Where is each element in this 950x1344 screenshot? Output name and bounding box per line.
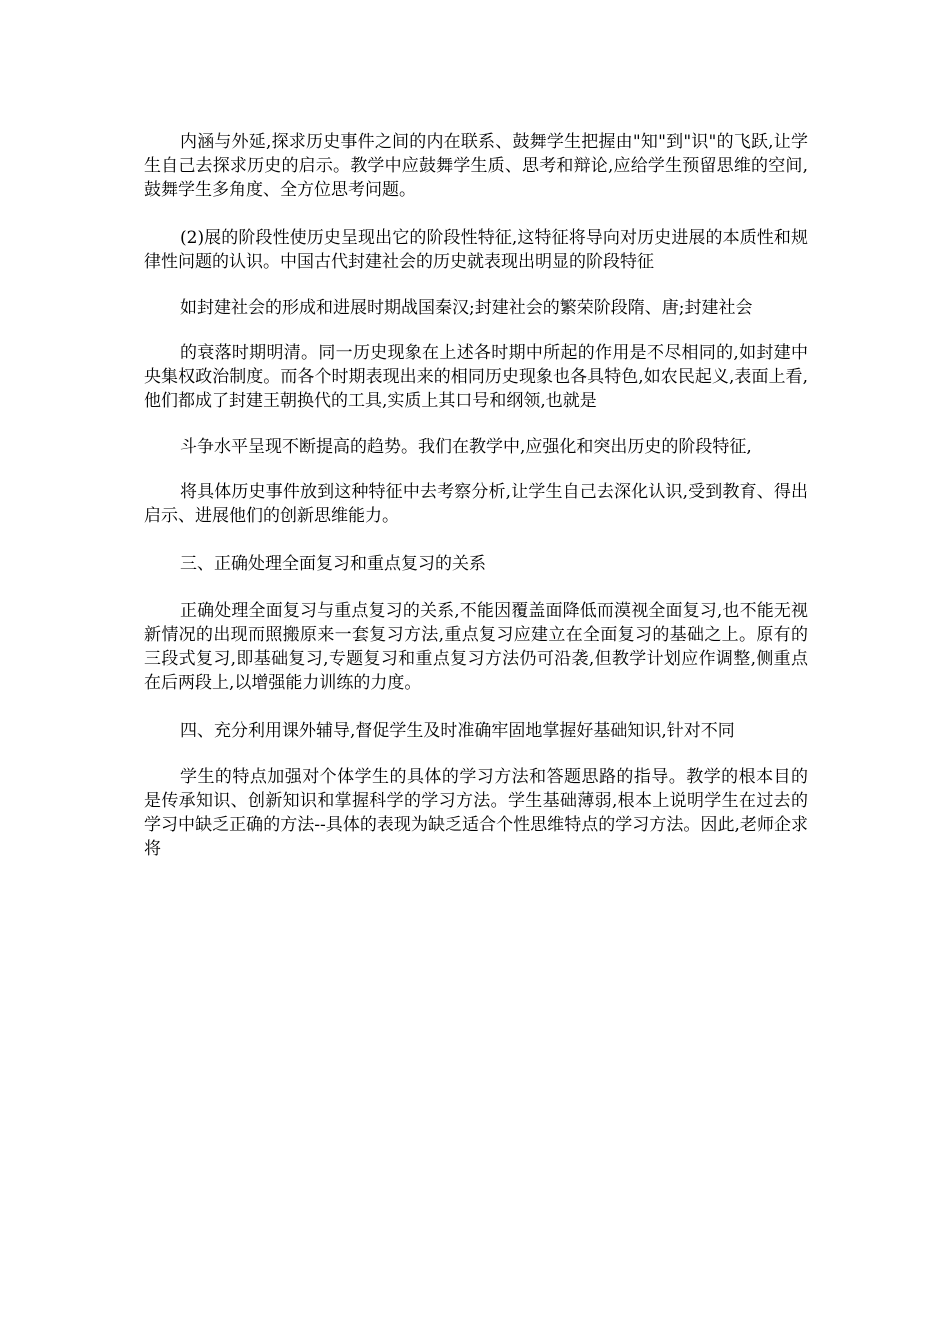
paragraph-5: 斗争水平呈现不断提高的趋势。我们在教学中,应强化和突出历史的阶段特征, — [180, 437, 752, 457]
paragraph-3: 如封建社会的形成和进展时期战国秦汉;封建社会的繁荣阶段隋、唐;封建社会 — [180, 298, 753, 318]
paragraph-7: 正确处理全面复习与重点复习的关系,不能因覆盖面降低而漠视全面复习,也不能无视新情况的出现而照搬原来一套复习方法,重点复习应建立在全面复习的基础之上。原有的三段式复习,即基础复习,专题复习和重点复习方法仍可沿袭,但教学计划应作调整,侧重点在后两段上,以增强能力训练的力度。 — [144, 601, 808, 693]
paragraph-1: 内涵与外延,探求历史事件之间的内在联系、鼓舞学生把握由"知"到"识"的飞跃,让学生自己去探求历史的启示。教学中应鼓舞学生质、思考和辩论,应给学生预留思维的空间,鼓舞学生多角度、全方位思考问题。 — [144, 132, 808, 200]
paragraph-2: (2)展的阶段性使历史呈现出它的阶段性特征,这特征将导向对历史进展的本质性和规律性问题的认识。中国古代封建社会的历史就表现出明显的阶段特征 — [144, 228, 808, 272]
paragraph-8: 学生的特点加强对个体学生的具体的学习方法和答题思路的指导。教学的根本目的是传承知识、创新知识和掌握科学的学习方法。学生基础薄弱,根本上说明学生在过去的学习中缺乏正确的方法--具体的表现为缺乏适合个性思维特点的学习方法。因此,老师企求将 — [144, 767, 808, 859]
paragraph-6: 将具体历史事件放到这种特征中去考察分析,让学生自己去深化认识,受到教育、得出启示、进展他们的创新思维能力。 — [144, 482, 808, 526]
section-heading-3: 三、正确处理全面复习和重点复习的关系 — [180, 554, 486, 574]
paragraph-4: 的衰落时期明清。同一历史现象在上述各时期中所起的作用是不尽相同的,如封建中央集权政治制度。而各个时期表现出来的相同历史现象也各具特色,如农民起义,表面上看,他们都成了封建王朝换代的工具,实质上其口号和纲领,也就是 — [144, 343, 808, 411]
document-body — [144, 130, 808, 861]
section-heading-4: 四、充分利用课外辅导,督促学生及时准确牢固地掌握好基础知识,针对不同 — [180, 721, 735, 741]
